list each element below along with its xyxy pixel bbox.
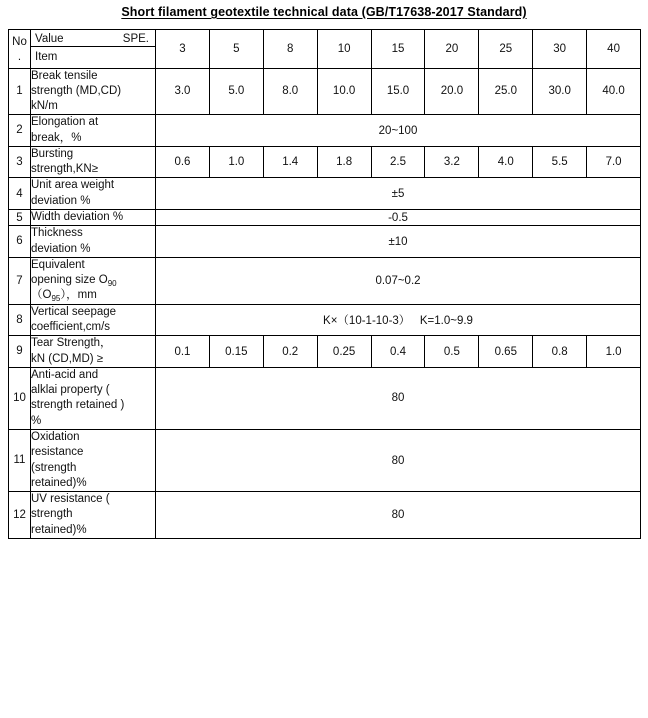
row-number-cell: 6 (9, 226, 31, 258)
merged-value-text: 80 (391, 509, 405, 522)
row-item-line: coefficient,cm/s (31, 321, 111, 334)
table-row (9, 336, 641, 368)
row-value-cell: 7.0 (587, 146, 641, 178)
row-merged-value-cell (156, 429, 641, 491)
merged-value-text: 20~100 (378, 124, 418, 137)
row-value-cell: 1.8 (317, 146, 371, 178)
row-value-cell: 0.8 (533, 336, 587, 368)
row-merged-value-cell (156, 492, 641, 539)
header-item-cell (31, 30, 156, 69)
row-value-cell: 25.0 (479, 68, 533, 115)
header-no-label-line2: . (17, 50, 22, 63)
row-item-line: break，% (31, 131, 82, 144)
row-item-line: strength (31, 508, 73, 521)
row-item-line: Thickness (31, 227, 83, 240)
page-title: Short filament geotextile technical data (GB/T17638-2017 Standard) (121, 5, 527, 19)
row-item-cell (31, 115, 156, 147)
row-merged-value-cell (156, 210, 641, 226)
row-item-line: UV resistance ( (31, 493, 110, 506)
title-container (0, 0, 648, 22)
header-value-spe-row (31, 30, 155, 47)
row-item-line: (strength (31, 461, 77, 474)
row-item-line: Bursting (31, 147, 74, 160)
row-number-cell: 7 (9, 257, 31, 304)
table-header-row (9, 30, 641, 69)
row-number-cell: 3 (9, 146, 31, 178)
row-value-cell: 0.15 (209, 336, 263, 368)
row-merged-value-cell (156, 226, 641, 258)
row-number-cell: 4 (9, 178, 31, 210)
row-item-line: deviation % (31, 194, 91, 207)
row-item-line: Anti-acid and (31, 368, 99, 381)
row-item-line: opening size $O_{90}$ (31, 274, 117, 288)
row-value-cell: 10.0 (317, 68, 371, 115)
row-merged-value-cell (156, 367, 641, 429)
row-value-cell: 1.4 (263, 146, 317, 178)
header-spec-column: 8 (263, 30, 317, 69)
row-item-cell (31, 367, 156, 429)
header-spec-column: 20 (425, 30, 479, 69)
table-row (9, 304, 641, 336)
row-item-line: strength retained ) (31, 399, 125, 412)
row-item-line: kN/m (31, 100, 58, 113)
row-number-cell: 12 (9, 492, 31, 539)
row-number-cell: 10 (9, 367, 31, 429)
row-number-cell: 9 (9, 336, 31, 368)
row-value-cell: 0.6 (156, 146, 210, 178)
row-item-line: strength (MD,CD) (31, 84, 122, 97)
row-item-line: % (31, 414, 42, 427)
table-row (9, 226, 641, 258)
row-merged-value-cell (156, 257, 641, 304)
header-spec-column: 40 (587, 30, 641, 69)
table-row (9, 210, 641, 226)
row-number-cell: 8 (9, 304, 31, 336)
header-spec-column: 3 (156, 30, 210, 69)
table-row (9, 68, 641, 115)
merged-value-text: K×（10-1-10-3） K=1.0~9.9 (323, 315, 473, 328)
row-value-cell: 40.0 (587, 68, 641, 115)
row-merged-value-cell (156, 304, 641, 336)
spec-table (8, 29, 641, 539)
table-row (9, 178, 641, 210)
row-item-line: Vertical seepage (31, 305, 117, 318)
row-value-cell: 1.0 (209, 146, 263, 178)
row-item-line: $(O_{95})$，mm (31, 289, 97, 303)
row-value-cell: 8.0 (263, 68, 317, 115)
header-spec-column: 5 (209, 30, 263, 69)
row-value-cell: 3.2 (425, 146, 479, 178)
row-value-cell: 30.0 (533, 68, 587, 115)
row-value-cell: 0.2 (263, 336, 317, 368)
merged-value-text: ±5 (391, 187, 405, 200)
row-value-cell: 5.0 (209, 68, 263, 115)
row-value-cell: 0.4 (371, 336, 425, 368)
row-value-cell: 0.65 (479, 336, 533, 368)
row-value-cell: 4.0 (479, 146, 533, 178)
header-no-label-line1: No (12, 36, 27, 49)
row-item-cell (31, 429, 156, 491)
row-merged-value-cell (156, 115, 641, 147)
row-item-line: Equivalent (31, 258, 85, 271)
table-row (9, 429, 641, 491)
row-number-cell: 5 (9, 210, 31, 226)
row-item-cell (31, 257, 156, 304)
header-value-label: Value (35, 33, 64, 45)
row-item-cell (31, 492, 156, 539)
row-item-line: Break tensile (31, 69, 98, 82)
row-item-cell (31, 68, 156, 115)
header-spec-column: 30 (533, 30, 587, 69)
row-item-line: strength,KN≥ (31, 163, 99, 176)
spec-table-body (9, 30, 641, 539)
row-item-line: Unit area weight (31, 179, 115, 192)
row-item-line: retained)% (31, 476, 87, 489)
merged-value-text: ±10 (388, 235, 408, 248)
merged-value-text: -0.5 (388, 211, 408, 224)
merged-value-text: 80 (391, 454, 405, 467)
row-value-cell: 3.0 (156, 68, 210, 115)
row-item-line: Elongation at (31, 116, 99, 129)
row-value-cell: 5.5 (533, 146, 587, 178)
row-item-line: deviation % (31, 242, 91, 255)
row-item-line: resistance (31, 446, 84, 459)
row-item-cell (31, 226, 156, 258)
header-item-label: Item (35, 51, 58, 63)
row-item-line: kN (CD,MD) ≥ (31, 352, 104, 365)
row-item-line: Oxidation (31, 430, 80, 443)
row-item-cell (31, 304, 156, 336)
row-item-line: retained)% (31, 523, 87, 536)
row-item-line: Width deviation % (31, 211, 124, 224)
row-value-cell: 15.0 (371, 68, 425, 115)
table-row (9, 115, 641, 147)
table-row (9, 257, 641, 304)
row-value-cell: 1.0 (587, 336, 641, 368)
header-spec-column: 25 (479, 30, 533, 69)
table-row (9, 367, 641, 429)
merged-value-text: 0.07~0.2 (375, 274, 421, 287)
row-value-cell: 0.25 (317, 336, 371, 368)
header-spec-column: 10 (317, 30, 371, 69)
row-number-cell: 1 (9, 68, 31, 115)
row-item-cell (31, 178, 156, 210)
table-row (9, 146, 641, 178)
row-item-cell (31, 336, 156, 368)
header-spe-label: SPE. (122, 33, 149, 45)
row-item-cell (31, 146, 156, 178)
row-number-cell: 2 (9, 115, 31, 147)
row-item-line: Tear Strength， (31, 337, 112, 350)
merged-value-text: 80 (391, 392, 405, 405)
row-value-cell: 20.0 (425, 68, 479, 115)
table-row (9, 492, 641, 539)
row-item-line: alklai property ( (31, 384, 110, 397)
row-item-cell (31, 210, 156, 226)
row-number-cell: 11 (9, 429, 31, 491)
spec-table-container (8, 29, 640, 539)
header-no-cell (9, 30, 31, 69)
row-value-cell: 0.5 (425, 336, 479, 368)
row-value-cell: 0.1 (156, 336, 210, 368)
row-merged-value-cell (156, 178, 641, 210)
header-spec-column: 15 (371, 30, 425, 69)
row-value-cell: 2.5 (371, 146, 425, 178)
